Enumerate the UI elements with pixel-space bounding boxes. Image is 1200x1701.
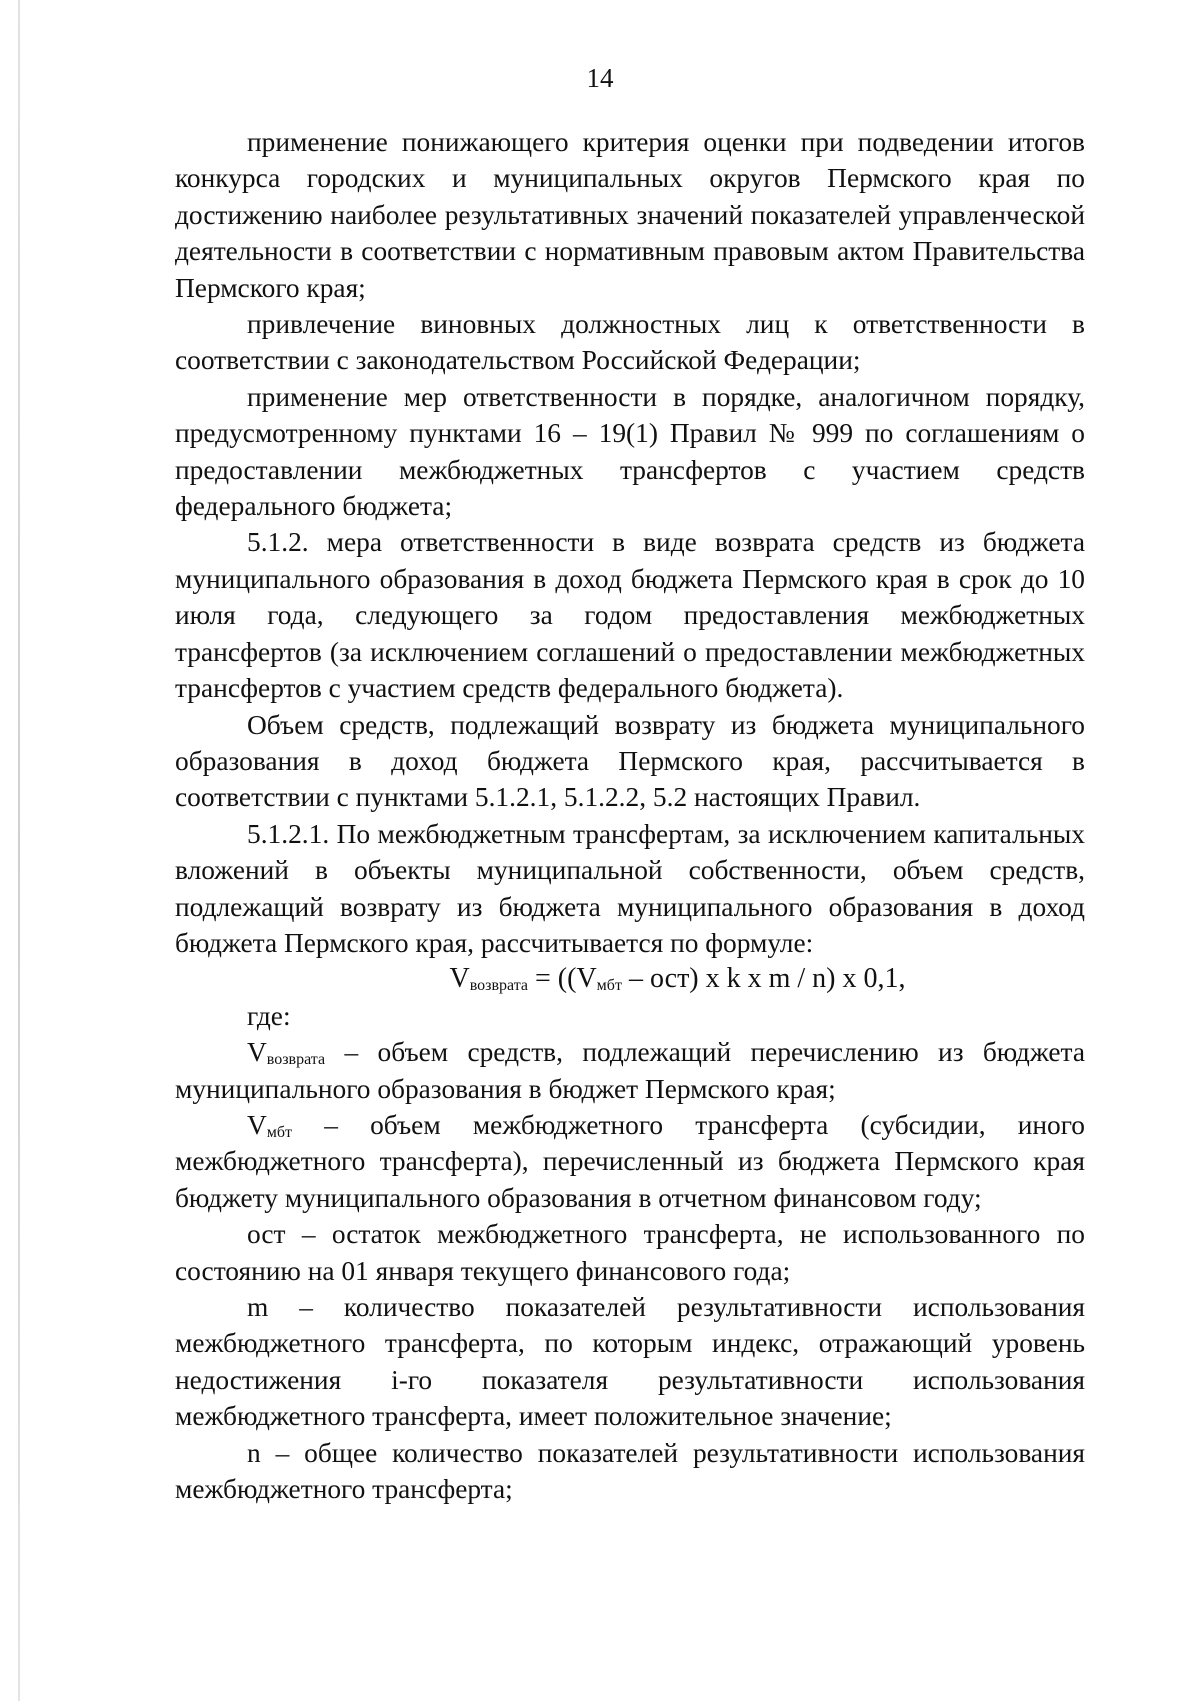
formula-lhs: V xyxy=(449,963,470,995)
paragraph-federal-measures: применение мер ответственности в порядке, аналогичном порядку, предусмотренному пунктами 16 – 19(1) Правил № 999 по соглашениям о предоставлении межбюджетных трансфертов с участием средств федерального бюджета; xyxy=(175,381,1085,522)
scan-edge-line xyxy=(18,0,20,1701)
definition-m: m – количество показателей результативности использования межбюджетного трансферта, по которым индекс, отражающий уровень недостижения i-го показателя результативности использования межбюджетного трансферта, имеет положительное значение; xyxy=(175,1292,1085,1432)
paragraph-return-volume: Объем средств, подлежащий возврату из бюджета муниципального образования в доход бюджета Пермского края, рассчитывается в соответствии с пунктами 5.1.2.1, 5.1.2.2, 5.2 настоящих Правил. xyxy=(175,709,1085,813)
paragraph-5-1-2: 5.1.2. мера ответственности в виде возврата средств из бюджета муниципального образования в доход бюджета Пермского края в срок до 10 июля года, следующего за годом предоставления межбюджетных трансфертов (за исключением соглашений о предоставлении межбюджетных трансфертов с участием средств федерального бюджета). xyxy=(175,527,1085,704)
definition-v-mbt-subscript: мбт xyxy=(266,1123,293,1141)
definition-v-mbt-text: – объем межбюджетного трансферта (субсидии, иного межбюджетного трансферта), перечисленный из бюджета Пермского края бюджету муниципального образования в отчетном финансовом году; xyxy=(175,1109,1085,1213)
definition-ost: ост – остаток межбюджетного трансферта, не использованного по состоянию на 01 января текущего финансового года; xyxy=(175,1219,1085,1286)
formula-open: = ((V xyxy=(528,963,597,995)
formula-rest: – ост) x k x m / n) x 0,1, xyxy=(621,963,906,995)
return-formula xyxy=(175,961,1085,997)
paragraph-5-1-2-1: 5.1.2.1. По межбюджетным трансфертам, за исключением капитальных вложений в объекты муниципальной собственности, объем средств, подлежащий возврату из бюджета муниципального образования в доход бюджета Пермского края, рассчитывается по формуле: xyxy=(175,818,1085,958)
formula-lhs-subscript: возврата xyxy=(469,977,528,995)
page-number: 14 xyxy=(586,63,614,93)
definition-v-return-symbol: V xyxy=(247,1037,267,1068)
definition-v-mbt-symbol: V xyxy=(247,1109,267,1140)
document-body xyxy=(175,124,1085,1507)
formula-mbt-subscript: мбт xyxy=(596,977,622,995)
paragraph-officials-liability: привлечение виновных должностных лиц к ответственности в соответствии с законодательством Российской Федерации; xyxy=(175,309,1085,376)
definition-v-return xyxy=(175,1034,1085,1107)
definition-v-return-subscript: возврата xyxy=(266,1051,326,1069)
where-label: где: xyxy=(247,1000,291,1031)
paragraph-reduction-criterion: применение понижающего критерия оценки при подведении итогов конкурса городских и муниципальных округов Пермского края по достижению наиболее результативных значений показателей управленческой деятельности в соответствии с нормативным правовым актом Правительства Пермского края; xyxy=(175,127,1085,303)
definition-v-return-text: – объем средств, подлежащий перечислению из бюджета муниципального образования в бюджет Пермского края; xyxy=(175,1037,1085,1104)
definition-n: n – общее количество показателей результативности использования межбюджетного трансферта; xyxy=(175,1437,1085,1505)
definition-v-mbt xyxy=(175,1107,1085,1216)
